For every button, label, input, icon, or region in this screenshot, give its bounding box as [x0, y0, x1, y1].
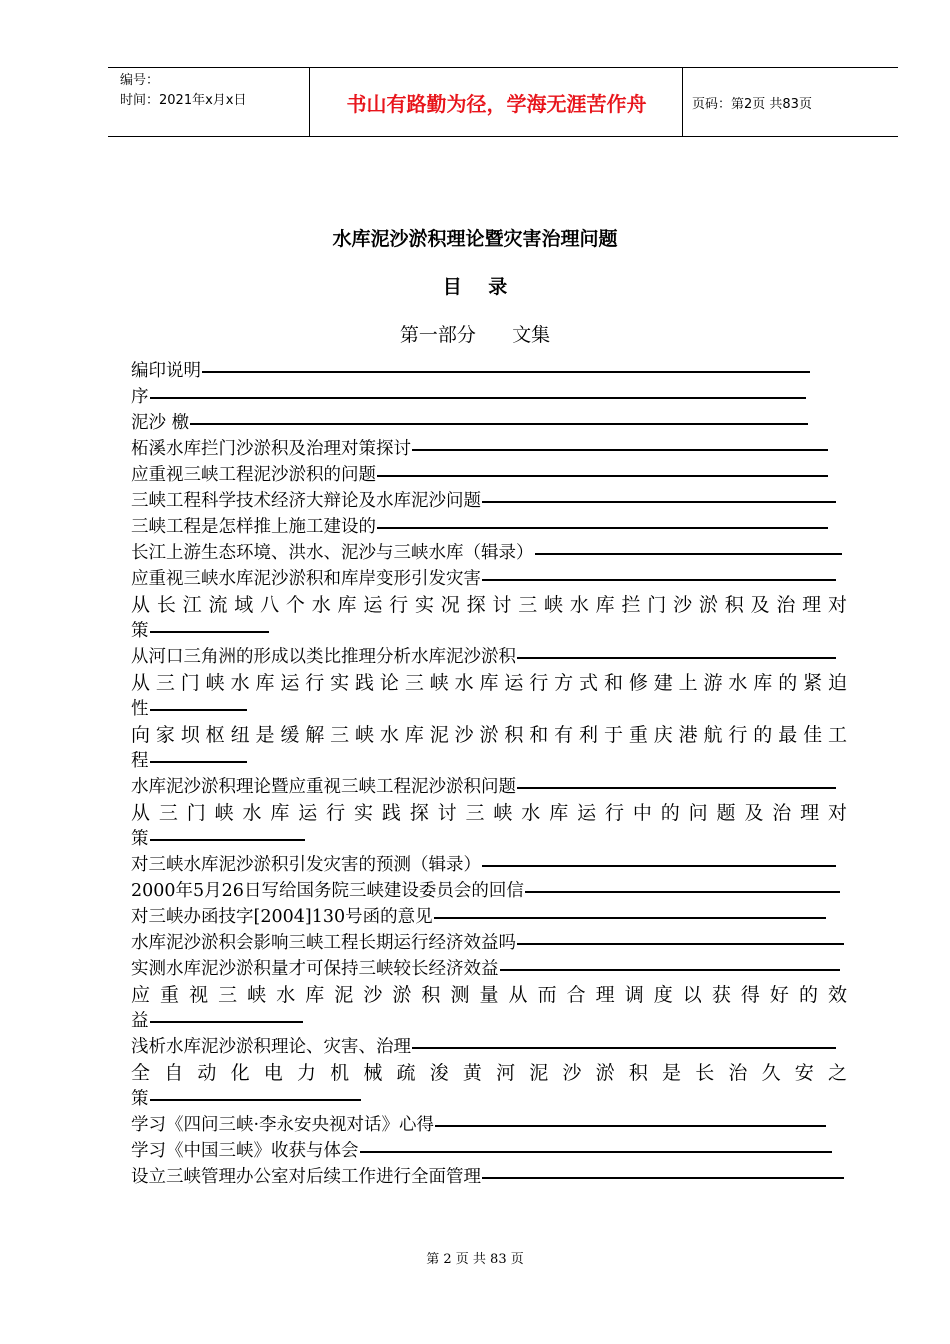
- toc-entry: [131, 774, 836, 800]
- toc-entry: [131, 1164, 844, 1190]
- toc-entry-title: 对三峡水库泥沙淤积引发灾害的预测（辑录）: [131, 855, 481, 875]
- toc-leader-line: [434, 917, 826, 919]
- toc-entry-title: 从三门峡水库运行实践论三峡水库运行方式和修建上游水库的紧迫: [131, 672, 847, 694]
- toc-entry-title: 从长江流域八个水库运行实况探讨三峡水库拦门沙淤积及治理对: [131, 594, 847, 616]
- header-number: 编号：: [120, 73, 160, 88]
- toc-entry-title: 从三门峡水库运行实践探讨三峡水库运行中的问题及治理对: [131, 802, 847, 824]
- toc-leader-line: [482, 501, 836, 503]
- part-heading: 第一部分 文集: [399, 324, 551, 346]
- toc-entry: [131, 956, 840, 982]
- toc-entry: [131, 826, 851, 852]
- toc-leader-line: [150, 761, 247, 763]
- toc-leader-line: [517, 943, 844, 945]
- toc-entry-title: 对三峡办函技字[2004]130号函的意见: [131, 907, 433, 927]
- toc-entry-title: 三峡工程科学技术经济大辩论及水库泥沙问题: [131, 491, 481, 511]
- toc-entry-title: 泥沙 檄: [131, 413, 190, 433]
- toc-leader-line: [150, 397, 807, 399]
- toc-entry-title-cont: 策: [131, 621, 149, 641]
- toc-entry: [131, 488, 836, 514]
- toc-entry-title: 浅析水库泥沙淤积理论、灾害、治理: [131, 1037, 411, 1057]
- toc-entry-title: 长江上游生态环境、洪水、泥沙与三峡水库（辑录）: [131, 543, 534, 563]
- header-motto: 书山有路勤为径，学海无涯苦作舟: [346, 91, 647, 116]
- page-footer: 第 2 页 共 83 页: [426, 1252, 524, 1267]
- toc-leader-line: [525, 891, 840, 893]
- toc-leader-line: [535, 553, 843, 555]
- toc-entry: [131, 748, 851, 774]
- header-time: 时间：2021年x月x日: [120, 93, 247, 108]
- toc-leader-line: [412, 449, 828, 451]
- toc-entry: [131, 696, 851, 722]
- toc-leader-line: [150, 839, 305, 841]
- toc-entry-title: 柘溪水库拦门沙淤积及治理对策探讨: [131, 439, 411, 459]
- toc-entry: [131, 1034, 836, 1060]
- toc-leader-line: [435, 1125, 826, 1127]
- header-divider: [309, 68, 310, 136]
- toc-leader-line: [190, 423, 808, 425]
- toc-leader-line: [150, 709, 247, 711]
- header-meta: [120, 71, 246, 111]
- toc-entry: [131, 410, 808, 436]
- header-page-info: 页码：第2页 共83页: [692, 96, 812, 112]
- toc-entry-title-cont: 策: [131, 1089, 149, 1109]
- toc-leader-line: [360, 1151, 833, 1153]
- toc-entry: [131, 878, 840, 904]
- toc-leader-line: [482, 865, 836, 867]
- toc-entry: [131, 904, 826, 930]
- toc-leader-line: [482, 1177, 844, 1179]
- toc-entry-title-cont: 性: [131, 699, 149, 719]
- header-divider: [682, 68, 683, 136]
- toc-entry: [131, 1086, 851, 1112]
- toc-entry-title: 应重视三峡工程泥沙淤积的问题: [131, 465, 376, 485]
- toc-entry-title: 应重视三峡水库泥沙淤积和库岸变形引发灾害: [131, 569, 481, 589]
- toc-entry-title: 学习《四问三峡·李永安央视对话》心得: [131, 1115, 435, 1135]
- toc-entry-title: 2000年5月26日写给国务院三峡建设委员会的回信: [131, 881, 524, 901]
- toc-leader-line: [377, 475, 828, 477]
- toc-entry: [131, 618, 851, 644]
- toc-leader-line: [517, 657, 836, 659]
- page-header: [108, 67, 898, 137]
- toc-entry: [131, 1008, 851, 1034]
- toc-entry-title: 向家坝枢纽是缓解三峡水库泥沙淤积和有利于重庆港航行的最佳工: [131, 724, 847, 746]
- toc-leader-line: [500, 969, 841, 971]
- toc-leader-line: [202, 371, 810, 373]
- toc-entry: [131, 540, 842, 566]
- toc-heading: 目 录: [442, 276, 508, 298]
- toc-leader-line: [150, 631, 269, 633]
- toc-entry-title: 序: [131, 387, 149, 407]
- toc-entry-title: 实测水库泥沙淤积量才可保持三峡较长经济效益: [131, 959, 499, 979]
- toc-entry: [131, 566, 836, 592]
- toc-entry: [131, 358, 810, 384]
- toc-entry: [131, 462, 828, 488]
- toc-leader-line: [150, 1099, 361, 1101]
- toc-entry-title: 学习《中国三峡》收获与体会: [131, 1141, 359, 1161]
- toc-leader-line: [377, 527, 828, 529]
- toc-entry: [131, 514, 828, 540]
- toc-entry-title: 三峡工程是怎样推上施工建设的: [131, 517, 376, 537]
- toc-entry-title: 水库泥沙淤积理论暨应重视三峡工程泥沙淤积问题: [131, 777, 516, 797]
- toc-entry-title: 应重视三峡水库泥沙淤积测量从而合理调度以获得好的效: [131, 984, 847, 1006]
- toc-entry: [131, 852, 836, 878]
- toc-leader-line: [482, 579, 836, 581]
- toc-entry-title: 水库泥沙淤积会影响三峡工程长期运行经济效益吗: [131, 933, 516, 953]
- toc-entry-title: 全自动化电力机械疏浚黄河泥沙淤积是长治久安之: [131, 1062, 847, 1084]
- toc-entry-title-cont: 程: [131, 751, 149, 771]
- toc-entry: [131, 1112, 826, 1138]
- toc-entry: [131, 1138, 832, 1164]
- toc-entry-title: 从河口三角洲的形成以类比推理分析水库泥沙淤积: [131, 647, 516, 667]
- toc-entry: [131, 930, 844, 956]
- toc-leader-line: [150, 1021, 303, 1023]
- toc-leader-line: [517, 787, 836, 789]
- toc-entry-title: 设立三峡管理办公室对后续工作进行全面管理: [131, 1167, 481, 1187]
- toc-leader-line: [412, 1047, 836, 1049]
- toc-entry-title-cont: 策: [131, 829, 149, 849]
- document-title: 水库泥沙淤积理论暨灾害治理问题: [332, 228, 618, 250]
- toc-entry: [131, 384, 806, 410]
- toc-entry: [131, 644, 836, 670]
- table-of-contents: [131, 358, 851, 1190]
- toc-entry-title: 编印说明: [131, 361, 201, 381]
- toc-entry: [131, 436, 828, 462]
- toc-entry-title-cont: 益: [131, 1011, 149, 1031]
